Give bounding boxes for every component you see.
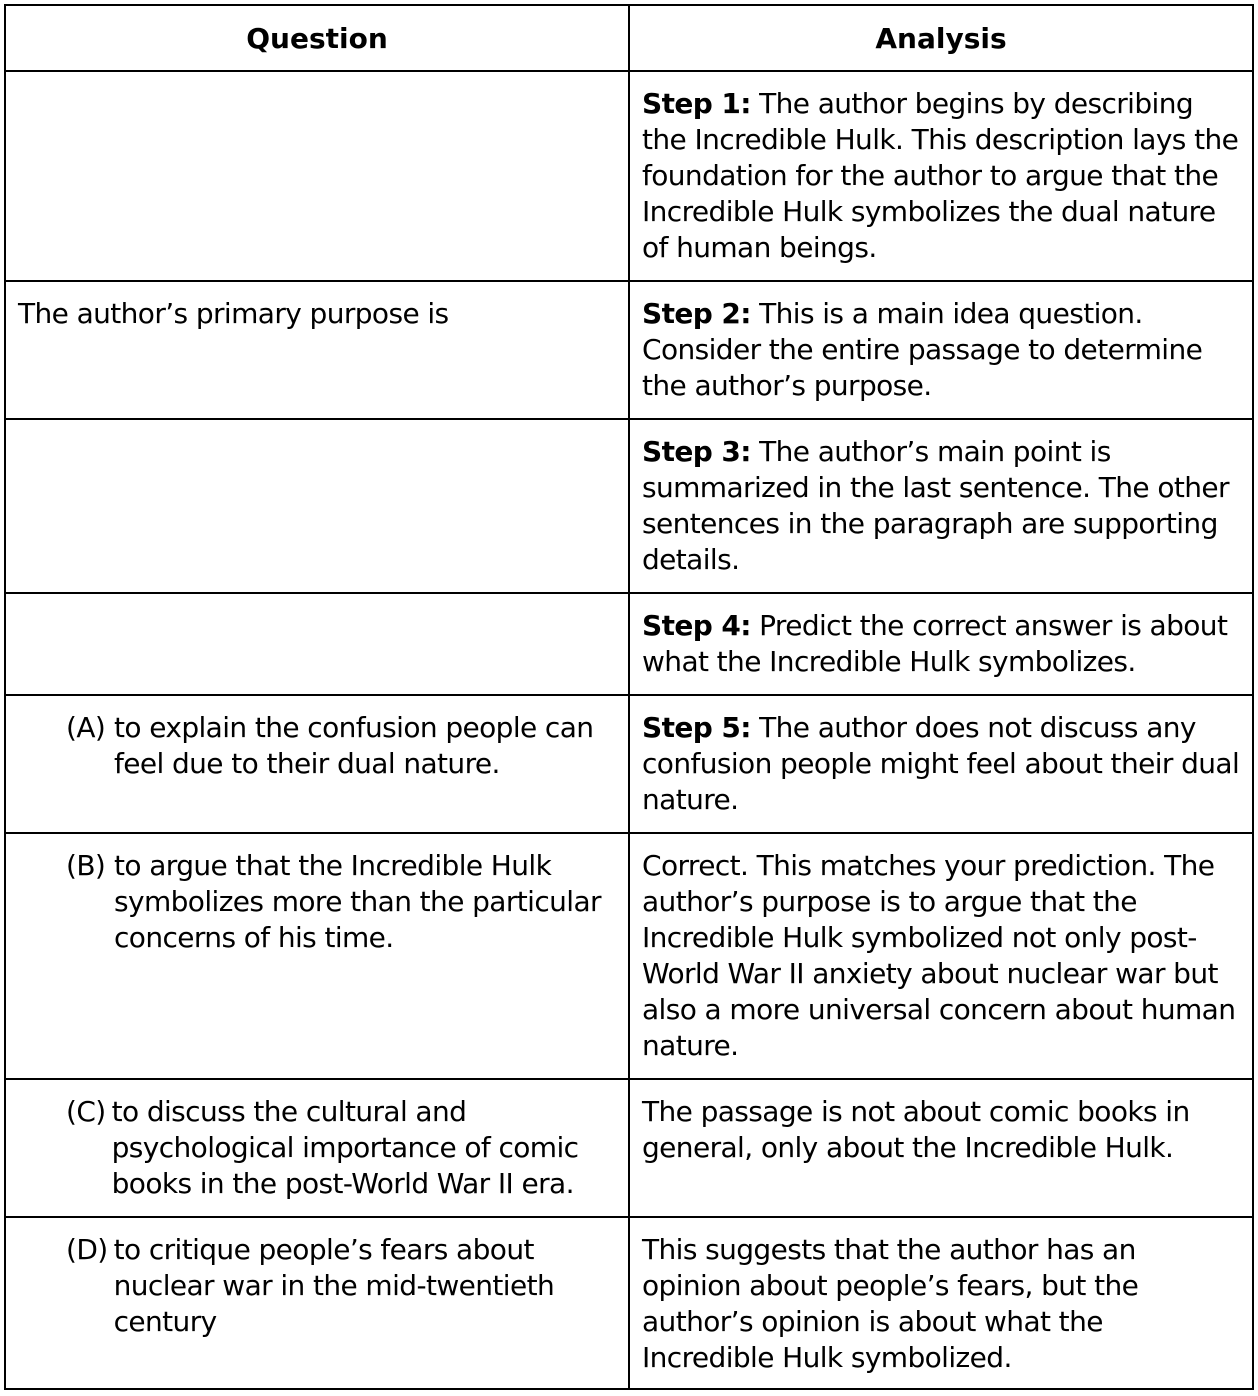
question-cell (5, 1079, 629, 1217)
question-cell (5, 71, 629, 281)
answer-choice-c (6, 1080, 628, 1214)
table-row (5, 281, 1253, 419)
table-row (5, 1217, 1253, 1389)
analysis-text: The passage is not about comic books in general, only about the Incredible Hulk. (642, 1095, 1190, 1164)
answer-choice-d (6, 1218, 628, 1352)
table-row (5, 71, 1253, 281)
analysis-cell (629, 281, 1253, 419)
choice-text: to critique people’s fears about nuclear war in the mid-twentieth century (113, 1233, 555, 1338)
choice-letter: (D) (66, 1233, 108, 1266)
choice-letter: (C) (66, 1095, 106, 1128)
analysis-cell (629, 71, 1253, 281)
analysis-text: The author begins by describing the Incredible Hulk. This description lays the foundation for the author to argue that the Incredible Hulk symbolizes the dual nature of human beings. (642, 87, 1239, 264)
table-row (5, 833, 1253, 1079)
analysis-header: Analysis (629, 5, 1253, 71)
question-cell (5, 833, 629, 1079)
table-row (5, 593, 1253, 695)
analysis-cell (629, 1217, 1253, 1389)
analysis-text: Correct. This matches your prediction. The author’s purpose is to argue that the Incredible Hulk symbolized not only post-World War II anxiety about nuclear war but also a more universal concern about human nature. (642, 849, 1236, 1062)
analysis-text: The author does not discuss any confusion people might feel about their dual nature. (642, 711, 1240, 816)
step-label: Step 2: (642, 297, 751, 330)
question-cell (5, 695, 629, 833)
choice-text: to argue that the Incredible Hulk symbolizes more than the particular concerns of his time. (114, 849, 601, 954)
choice-letter: (B) (66, 849, 106, 882)
analysis-text: Predict the correct answer is about what the Incredible Hulk symbolizes. (642, 609, 1228, 678)
question-cell (5, 419, 629, 593)
analysis-cell (629, 1079, 1253, 1217)
answer-choice-b (6, 834, 628, 968)
answer-choice-a (6, 696, 628, 794)
analysis-text: The author’s main point is summarized in the last sentence. The other sentences in the paragraph are supporting details. (642, 435, 1229, 576)
analysis-text: This is a main idea question. Consider the entire passage to determine the author’s purpose. (642, 297, 1203, 402)
step-label: Step 5: (642, 711, 751, 744)
analysis-cell (629, 593, 1253, 695)
question-cell (5, 1217, 629, 1389)
choice-text: to explain the confusion people can feel due to their dual nature. (114, 711, 594, 780)
step-label: Step 1: (642, 87, 751, 120)
step-label: Step 4: (642, 609, 751, 642)
question-stem: The author’s primary purpose is (18, 297, 449, 330)
analysis-cell (629, 833, 1253, 1079)
table-row (5, 419, 1253, 593)
table-row (5, 1079, 1253, 1217)
step-label: Step 3: (642, 435, 751, 468)
analysis-text: This suggests that the author has an opinion about people’s fears, but the author’s opinion is about what the Incredible Hulk symbolized. (642, 1233, 1139, 1374)
analysis-cell (629, 695, 1253, 833)
question-cell (5, 593, 629, 695)
header-row (5, 5, 1253, 71)
analysis-cell (629, 419, 1253, 593)
question-cell (5, 281, 629, 419)
choice-text: to discuss the cultural and psychological importance of comic books in the post-World War II era. (111, 1095, 579, 1200)
choice-letter: (A) (66, 711, 106, 744)
question-analysis-table (4, 4, 1254, 1390)
question-header: Question (5, 5, 629, 71)
table-row (5, 695, 1253, 833)
